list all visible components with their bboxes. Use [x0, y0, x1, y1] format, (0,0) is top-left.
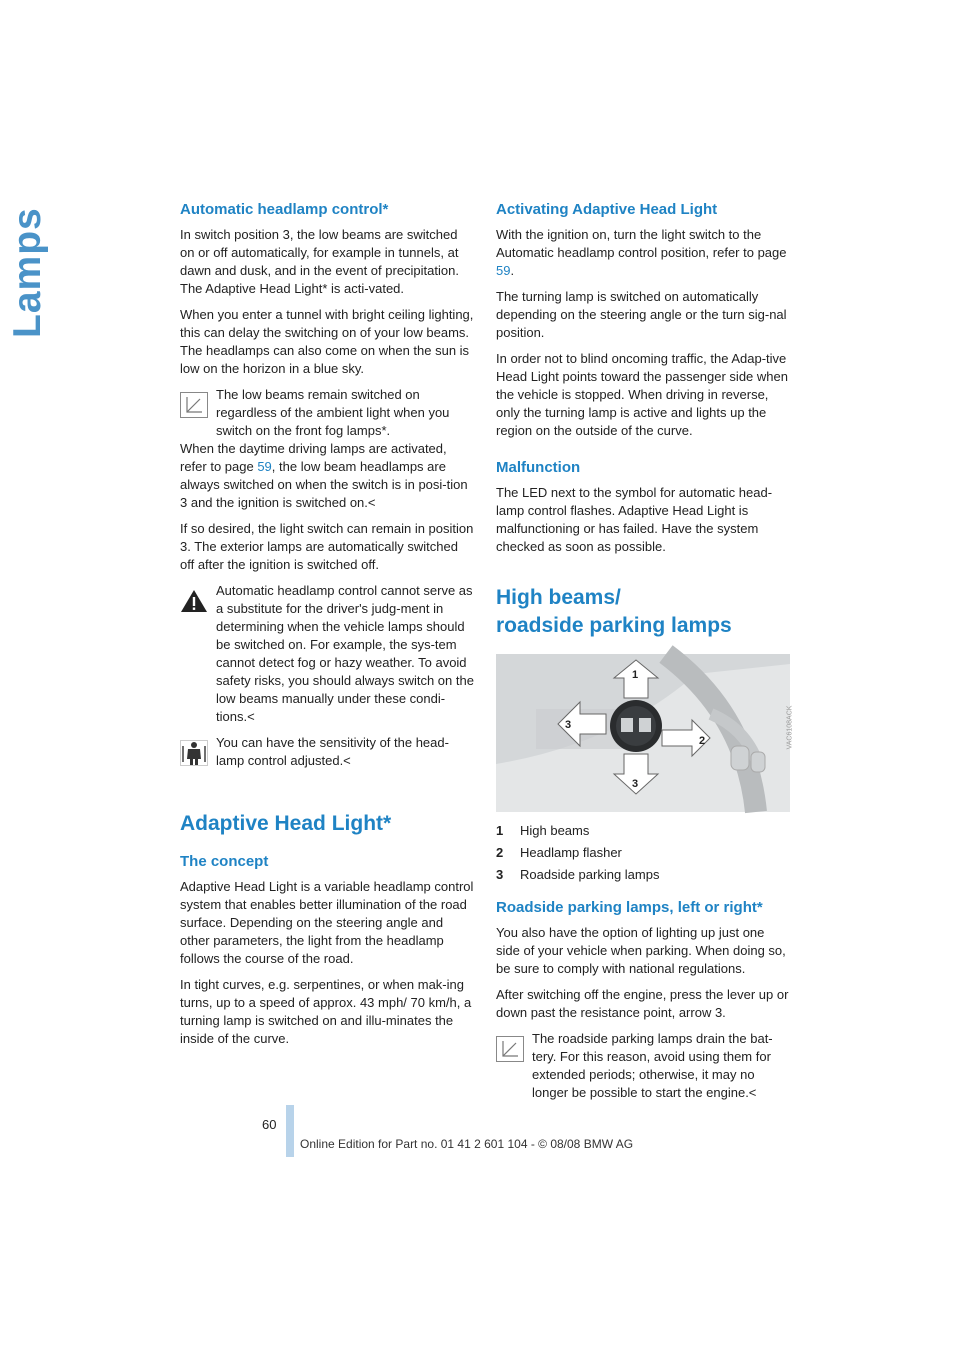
activating-heading: Activating Adaptive Head Light	[496, 201, 718, 218]
battery-note	[496, 1030, 790, 1102]
list-item-text: Headlamp flasher	[520, 845, 622, 860]
activating-paragraph-2: The turning lamp is switched on automatically depending on the steering angle or the turn sig-nal position.	[496, 289, 787, 340]
page-link-59[interactable]: 59	[257, 459, 272, 474]
figure-label-1: 3	[565, 719, 572, 731]
auto-paragraph-1: In switch position 3, the low beams are switched on or off automatically, for example in tunnels, at dawn and dusk, and in the event of precipitation. The Adaptive Head Light* is acti-vated.	[180, 227, 459, 296]
auto-paragraph-3: The headlamps can also come on when the sun is low on the horizon in a blue sky.	[180, 343, 470, 376]
service-note	[180, 734, 474, 770]
activating-paragraph-1	[496, 226, 790, 280]
activating-paragraph-3: In order not to blind oncoming traffic, the Adap-tive Head Light points toward the passenger side when the vehicle is stopped. When driving in reverse, only the turning lamp is active and lights up the region on the outside of the curve.	[496, 351, 788, 438]
roadside-paragraph-2: After switching off the engine, press the lever up or down past the resistance point, arrow 3.	[496, 987, 789, 1020]
note-daytime-text	[180, 440, 474, 512]
warning-note-text: Automatic headlamp control cannot serve as a substitute for the driver's judg-ment in determining when the vehicle lamps should be switched on. For example, the sys-tem cannot detect fog or hazy weather. To avoid safety risks, you should always switch on the low beams manually under these condi-tions.<	[216, 583, 474, 724]
left-column	[180, 200, 474, 1056]
note-icon	[180, 392, 208, 418]
note-daytime-post: , the low beam headlamps are always switched on when the switch is in posi-tion 3 and the ignition is switched on.<	[180, 459, 468, 510]
section-tab-label: Lamps	[6, 207, 49, 338]
auto-paragraph-4: If so desired, the light switch can remain in position 3. The exterior lamps are automatically switched off after the ignition is switched off.	[180, 521, 474, 572]
right-column	[496, 200, 794, 1110]
figure-code: VAC6108ACK	[786, 705, 794, 750]
high-beams-heading-line-2: roadside parking lamps	[496, 614, 732, 637]
list-item-number: 2	[496, 845, 504, 860]
service-technician-icon	[180, 740, 208, 766]
concept-heading: The concept	[180, 853, 269, 870]
service-note-text: You can have the sensitivity of the head-lamp control adjusted.<	[216, 735, 449, 768]
figure-label-2: 2	[699, 735, 706, 747]
page-link-59-right[interactable]: 59	[496, 263, 511, 278]
warning-note	[180, 582, 474, 726]
list-item-number: 3	[496, 867, 504, 882]
note-low-beams-text: The low beams remain switched on regardless of the ambient light when you switch on the front fog lamps*.	[216, 387, 450, 438]
high-beams-heading-line-1: High beams/	[496, 586, 621, 609]
note-daytime-pre: When the daytime driving lamps are activated, refer to page	[180, 441, 447, 474]
lever-illustration	[496, 654, 790, 812]
battery-note-text: The roadside parking lamps drain the bat-tery. For this reason, avoid using them for extended periods; otherwise, it may no longer be possible to start the engine.<	[532, 1031, 773, 1100]
list-item-number: 1	[496, 823, 504, 838]
list-item	[496, 864, 790, 886]
concept-paragraph-2: In tight curves, e.g. serpentines, or when mak-ing turns, up to a speed of approx. 43 mph/ 70 km/h, a turning lamp is switched on and illu-minates the inside of the curve.	[180, 977, 472, 1046]
note-icon	[496, 1036, 524, 1062]
roadside-parking-heading: Roadside parking lamps, left or right*	[496, 899, 763, 916]
figure-label-3-top: 1	[632, 669, 639, 681]
adaptive-head-light-heading: Adaptive Head Light*	[180, 812, 392, 835]
footer-bar	[286, 1105, 294, 1157]
auto-paragraph-2: When you enter a tunnel with bright ceiling lighting, this can delay the switching on of your low beams.	[180, 307, 474, 340]
list-item-text: Roadside parking lamps	[520, 867, 660, 882]
activating-p1-pre: With the ignition on, turn the light switch to the Automatic headlamp control position, refer to page	[496, 227, 787, 260]
auto-headlamp-heading: Automatic headlamp control*	[180, 201, 389, 218]
warning-triangle-icon	[180, 588, 208, 614]
activating-p1-post: .	[510, 263, 515, 278]
footer-text: Online Edition for Part no. 01 41 2 601 104 - © 08/08 BMW AG	[300, 1137, 634, 1151]
page-number: 60	[262, 1117, 277, 1132]
figure-legend-list	[496, 820, 790, 886]
figure-label-3-bottom: 3	[632, 778, 639, 790]
list-item	[496, 842, 790, 864]
list-item-text: High beams	[520, 823, 590, 838]
section-tab	[6, 207, 50, 338]
turn-signal-lever-figure	[496, 654, 794, 812]
roadside-paragraph-1: You also have the option of lighting up just one side of your vehicle when parking. When doing so, be sure to comply with national regulations.	[496, 925, 786, 976]
list-item	[496, 820, 790, 842]
concept-paragraph-1: Adaptive Head Light is a variable headlamp control system that enables better illumination of the road surface. Depending on the steering angle and other parameters, the light from the headlamp follows the course of the road.	[180, 879, 474, 966]
malfunction-paragraph: The LED next to the symbol for automatic head-lamp control flashes. Adaptive Head Light is malfunctioning or has failed. Have the system checked as soon as possible.	[496, 485, 773, 554]
malfunction-heading: Malfunction	[496, 459, 581, 476]
high-beams-heading	[496, 584, 790, 640]
note-low-beams	[180, 386, 474, 512]
